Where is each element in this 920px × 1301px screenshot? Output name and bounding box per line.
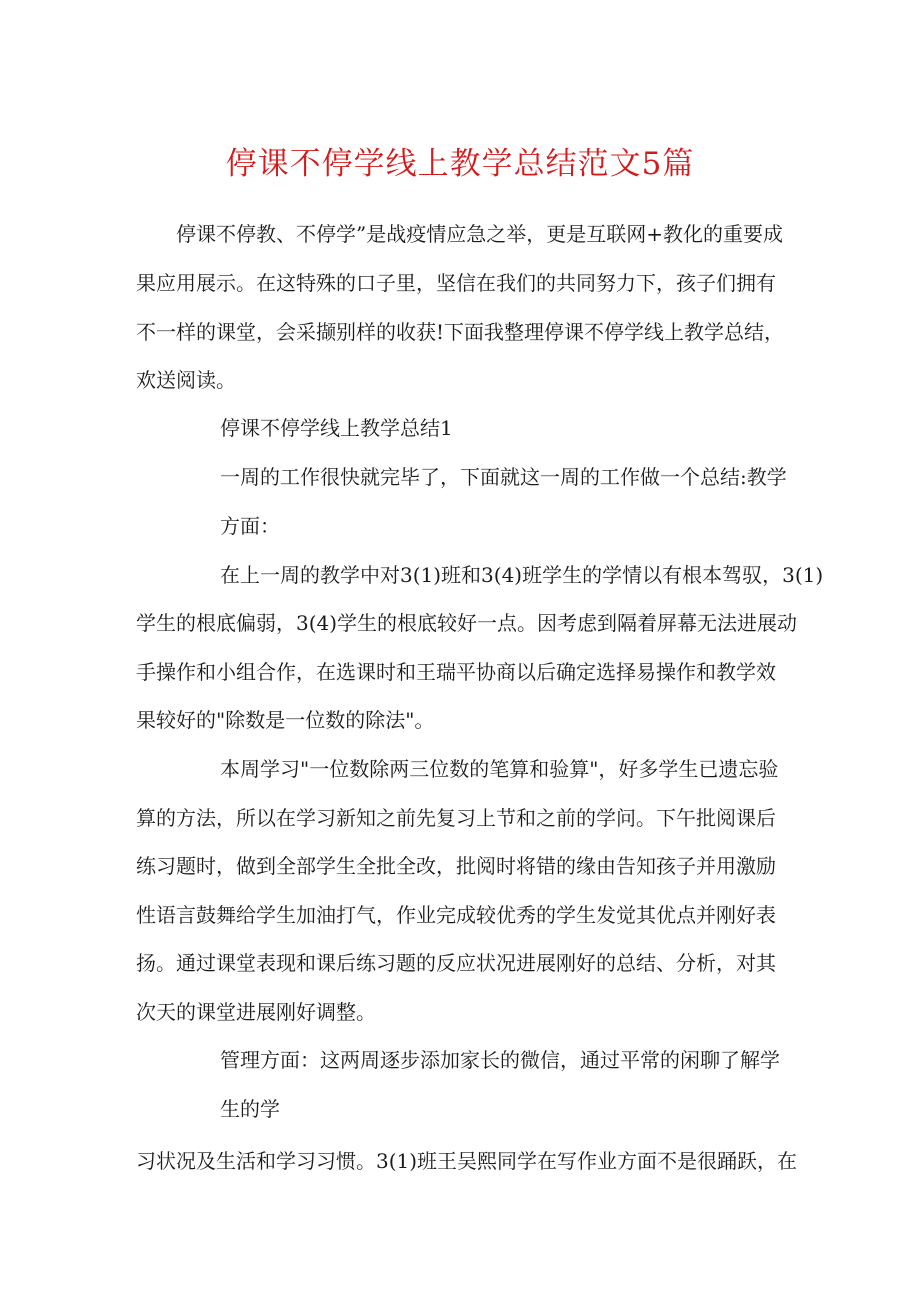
p2-line-4: 果较好的"除数是一位数的除法"。 (136, 708, 435, 732)
section-heading: 停课不停学线上教学总结1 (220, 416, 453, 440)
p3-line-4: 性语言鼓舞给学生加油打气，作业完成较优秀的学生发觉其优点并刚好表 (136, 903, 776, 927)
p4-line-1: 管理方面：这两周逐步添加家长的微信，通过平常的闲聊了解学 (220, 1048, 780, 1072)
intro-line-4: 欢送阅读。 (136, 368, 236, 392)
p3-line-3: 练习题时，做到全部学生全批全改，批阅时将错的缘由告知孩子并用激励 (136, 854, 776, 878)
intro-line-2: 果应用展示。在这特殊的口子里，坚信在我们的共同努力下，孩子们拥有 (136, 271, 776, 295)
p2-line-1: 在上一周的教学中对3(1)班和3(4)班学生的学情以有根本驾驭，3(1) (220, 563, 824, 587)
intro-line-3: 不一样的课堂，会采撷别样的收获!下面我整理停课不停学线上教学总结， (136, 320, 785, 344)
p3-line-6: 次天的课堂进展刚好调整。 (136, 1000, 376, 1024)
p1-line-1: 一周的工作很快就完毕了，下面就这一周的工作做一个总结:教学 (220, 465, 787, 489)
document-title: 停课不停学线上教学总结范文5篇 (225, 146, 695, 182)
p3-line-1: 本周学习"一位数除两三位数的笔算和验算"，好多学生已遗忘验 (220, 757, 779, 781)
intro-line-1: 停课不停教、不停学”是战疫情应急之举，更是互联网+教化的重要成 (176, 222, 783, 246)
p3-line-2: 算的方法，所以在学习新知之前先复习上节和之前的学问。下午批阅课后 (136, 806, 776, 830)
p3-line-5: 扬。通过课堂表现和课后练习题的反应状况进展刚好的总结、分析，对其 (136, 951, 776, 975)
p5-line-1: 习状况及生活和学习习惯。3(1)班王吴熙同学在写作业方面不是很踊跃，在 (136, 1149, 798, 1173)
p2-line-3: 手操作和小组合作，在选课时和王瑞平协商以后确定选择易操作和教学效 (136, 660, 776, 684)
p1-line-2: 方面： (220, 514, 280, 538)
p4-line-2: 生的学 (220, 1097, 280, 1121)
p2-line-2: 学生的根底偏弱，3(4)学生的根底较好一点。因考虑到隔着屏幕无法进展动 (136, 611, 798, 635)
